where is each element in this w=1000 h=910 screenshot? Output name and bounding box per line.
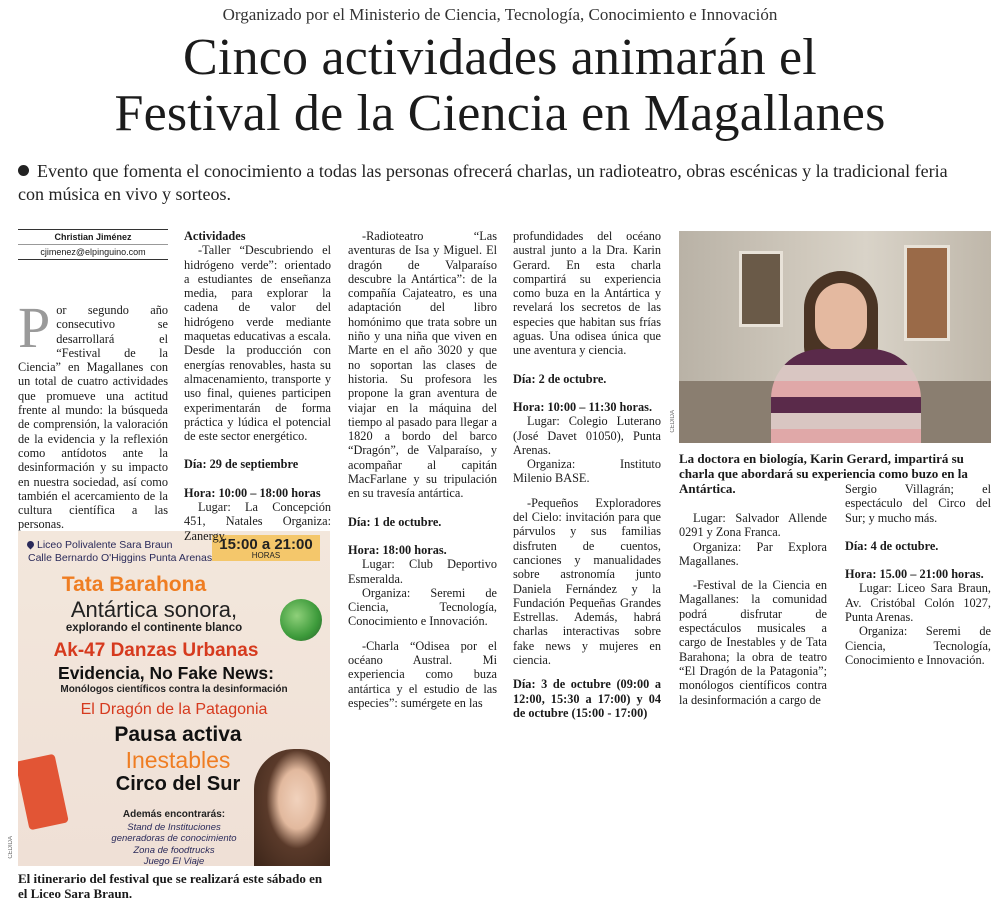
photo-person-face [815,283,867,351]
activity-time: Hora: 10:00 – 11:30 horas. [513,399,653,414]
activity-date: Día: 2 de octubre. [513,371,607,386]
activity-time: Hora: 18:00 horas. [348,542,447,557]
byline-name: Christian Jiménez [18,230,168,245]
poster-extra: generadoras de conocimiento [111,833,237,844]
festival-poster [18,531,330,866]
poster-time: 15:00 a 21:00 [219,536,313,553]
byline [18,229,168,260]
kicker: Organizado por el Ministerio de Ciencia, Tecnología, Conocimiento e Innovación [222,5,778,24]
activity-charla: -Charla “Odisea por el océano Austral. Mi experiencia como buza antártica y el estudio de las especies”: sumérgete en las [348,638,497,710]
bullet-icon [18,165,29,176]
activity-charla-cont: profundidades del océano austral junto a la Dra. Karin Gerard. En esta charla compartirá su experiencia como buza en la Antártica y revelará los secretos de las especies que habitan sus frías aguas. Una odisea única que une aventura y ciencia. [513,229,661,358]
photo-person-sweater [771,349,921,443]
brain-icon [280,599,322,641]
photo-credit: CEDIDA [670,410,676,433]
poster-act: Evidencia, No Fake News: [58,663,274,683]
poster-act: explorando el continente blanco [65,622,243,634]
poster-caption: El itinerario del festival que se realizará este sábado en el Liceo Sara Braun. [18,871,323,901]
headline-line-1: Cinco actividades animarán el [183,29,817,86]
poster-act: Ak-47 Danzas Urbanas [53,640,259,661]
section-heading: Actividades [184,229,246,243]
poster-act: Pausa activa [114,723,242,746]
activity-place: Lugar: Salvador Allende 0291 y Zona Franca. [679,511,827,540]
activity-time: Hora: 10:00 – 18:00 horas [184,485,321,500]
poster-extras-title: Además encontrarás: [122,809,226,820]
activity-exploradores: -Pequeños Exploradores del Cielo: invitación para que párvulos y sus familias disfruten de cuentos, canciones y manualidades sobre astronomía junto Daniela Fernández y la Fundación Pequeñas Grandes Estrellas. Además, habrá charlas interactivas sobre fake news y mujeres en ciencia. [513,495,661,668]
activity-festival: -Festival de la Ciencia en Magallanes: la comunidad podrá disfrutar de espectáculos musicales a cargo de Inestables y de Tata Barahona; la obra de teatro “El Dragón de la Patagonia”; monólogos científicos contra la desinformación a cargo de [679,578,827,707]
poster-credit: CEDIDA [8,836,14,859]
photo-door [904,245,950,341]
poster-extra: Juego El Viaje [143,856,205,866]
headline [0,30,1000,142]
karin-gerard-photo [679,231,991,443]
poster-time-unit: HORAS [251,551,281,560]
activity-date: Día: 1 de octubre. [348,514,442,529]
column-1 [18,295,168,532]
activity-date: Día: 3 de octubre (09:00 a 12:00, 15:30 a 17:00) y 04 de octubre (15:00 - 17:00) [513,677,661,720]
poster-extra: Stand de Instituciones [127,822,221,833]
byline-email: cjimenez@elpinguino.com [40,247,146,257]
activity-date: Día: 29 de septiembre [184,457,299,472]
poster-act: Tata Barahona [61,573,207,596]
deck [18,160,978,206]
activity-organizer: Organiza: Seremi de Ciencia, Tecnología, Conocimiento e Innovación. [348,585,497,629]
poster-act: Monólogos científicos contra la desinformación [60,684,288,695]
activity-hidrogeno: -Taller “Descubriendo el hidrógeno verde”: orientado a estudiantes de enseñanza media, para explorar la cadena de valor del hidrógeno verde mediante maquetas educativas a escala. Desde la producción con energías renovables, hasta su almacenamiento, transporte y uso final, quienes participen experimentarán de forma práctica y lúdica el potencial de este sector energético. [184,243,331,444]
poster-act: Circo del Sur [115,773,241,795]
column-2 [184,229,331,543]
activity-radioteatro: -Radioteatro “Las aventuras de Isa y Miguel. El dragón de Valparaíso descubre la Antártica”: de la compañía Cajateatro, es una adaptación del libro homónimo que trata sobre un niño y una niña que viven en Marte en el año 3020 y que no soportan las clases de historia. Su profesora les propone la gran aventura de viajar en la máquina del tiempo al pasado para llegar a 1820 a bordo del barco “Dragón”, de Valparaíso, y acompañar al capitán MacFarlane y su tripulación en su travesía antártica. [348,229,497,501]
lead-paragraph: or segundo año consecutivo se desarrollará el “Festival de la Ciencia” en Magallanes con un total de cuatro actividades que promueve una actitud frente al mundo: la búsqueda de comprensión, la valoración de la evidencia y la reflexión como antídotos ante la desinformación y su impacto en nuestra sociedad, así como también el acercamiento de la cultura científica a las personas. [18,303,168,532]
poster-act: El Dragón de la Patagonia [80,701,268,718]
dropcap: P [18,295,51,360]
activity-place: Lugar: Club Deportivo Esmeralda. [348,557,497,586]
column-3 [348,229,497,710]
activity-place: Lugar: Colegio Luterano (José Davet 01050), Punta Arenas. [513,414,661,457]
poster-address: Calle Bernardo O'Higgins Punta Arenas [28,552,213,564]
deck-text: Evento que fomenta el conocimiento a todas las personas ofrecerá charlas, un radioteatro, obras escénicas y la tradicional feria con música en vivo y sorteos. [18,161,948,204]
poster-venue: Liceo Polivalente Sara Braun [37,539,173,551]
poster-extra: Zona de foodtrucks [133,845,215,856]
poster-act: Antártica sonora, [70,597,238,622]
column-6 [845,482,991,667]
activity-place: Lugar: La Concepción 451, Natales Organiza: Zanergy. [184,500,331,543]
activity-place: Lugar: Liceo Sara Braun, Av. Cristóbal Colón 1027, Punta Arenas. [845,581,991,625]
activity-organizer: Organiza: Instituto Milenio BASE. [513,457,661,486]
activity-time: Hora: 15.00 – 21:00 horas. [845,567,984,582]
headline-line-2: Festival de la Ciencia en Magallanes [114,85,886,142]
activity-date: Día: 4 de octubre. [845,538,939,553]
activity-festival-cont: Sergio Villagrán; el espectáculo del Circo del Sur; y mucho más. [845,482,991,525]
column-5 [679,511,827,707]
column-4 [513,229,661,720]
activity-organizer: Organiza: Seremi de Ciencia, Tecnología, Conocimiento e Innovación. [845,624,991,667]
photo-caption: La doctora en biología, Karin Gerard, impartirá su charla que abordará su experiencia como buzo en la Antártica. [679,451,968,496]
activity-organizer: Organiza: Par Explora Magallanes. [679,539,827,568]
poster-act: Inestables [125,747,231,773]
photo-window [739,251,783,327]
